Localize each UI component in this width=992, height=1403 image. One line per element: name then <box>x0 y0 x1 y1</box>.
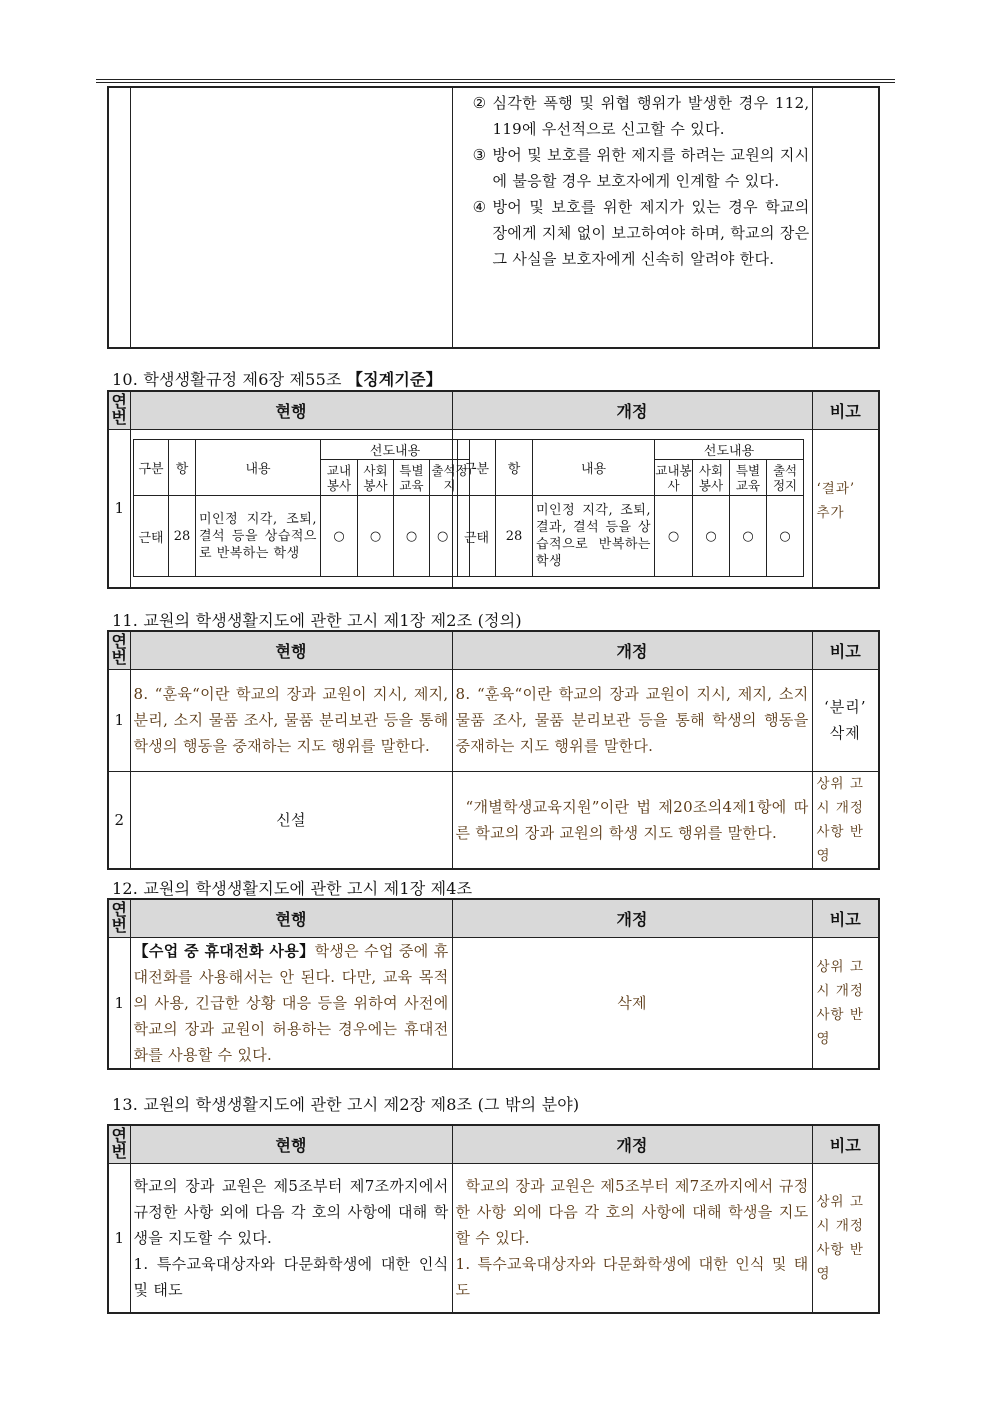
list-item: ④ 방어 및 보호를 위한 제지가 있는 경우 학교의 장에게 지체 없이 보고하여야 하며, 학교의 장은 그 사실을 보호자에게 신속히 알려야 한다. <box>472 198 810 268</box>
current-text: 8. “훈육“이란 학교의 장과 교원이 지시, 제지, 분리, 소지 물품 조사, 물품 분리보관 등을 통해 학생의 행동을 중재하는 지도 행위를 말한다. <box>130 669 452 771</box>
inner-header-c3: 특별교육 <box>394 460 430 496</box>
inner-gubun: 근태 <box>134 496 169 577</box>
inner-header-c4: 출석정지 <box>430 460 470 496</box>
header-revised: 개정 <box>452 899 812 937</box>
note-cell: ‘결과’ 추가 <box>812 429 879 588</box>
inner-hang: 28 <box>169 496 196 577</box>
inner-header-c1: 교내봉사 <box>655 460 693 496</box>
header-current: 현행 <box>130 391 452 429</box>
inner-hang: 28 <box>496 496 533 577</box>
table-row <box>108 1163 879 1313</box>
table-row <box>108 669 879 771</box>
revised-inner-table <box>457 439 804 577</box>
row-number: 1 <box>108 937 130 1069</box>
inner-header-content: 내용 <box>196 440 321 496</box>
header-current: 현행 <box>130 1125 452 1163</box>
inner-header-gubun: 구분 <box>134 440 169 496</box>
header-revised: 개정 <box>452 631 812 669</box>
note-text: 상위 고시 개정 사항 반영 <box>812 1163 879 1313</box>
inner-header-guidance: 선도내용 <box>321 440 470 460</box>
header-no: 연번 <box>108 391 130 429</box>
section-13-table <box>107 1124 880 1314</box>
header-current: 현행 <box>130 631 452 669</box>
header-revised: 개정 <box>452 1125 812 1163</box>
row-number: 1 <box>108 429 130 588</box>
revised-text: 8. “훈육“이란 학교의 장과 교원이 지시, 제지, 소지 물품 조사, 물품 분리보관 등을 통해 학생의 행동을 중재하는 지도 행위를 말한다. <box>452 669 812 771</box>
inner-mark: ○ <box>730 496 767 577</box>
section-12-table <box>107 898 880 1070</box>
revised-text: 학교의 장과 교원은 제5조부터 제7조까지에서 규정한 사항 외에 다음 각 호의 사항에 대해 학생을 지도할 수 있다. 1. 특수교육대상자와 다문화학생에 대한 인식 및 태도 <box>452 1163 812 1313</box>
inner-mark: ○ <box>693 496 730 577</box>
inner-header-hang: 항 <box>169 440 196 496</box>
inner-gubun: 근태 <box>458 496 496 577</box>
section-11-table <box>107 630 880 870</box>
note-text: 상위 고시 개정 사항 반영 <box>812 937 879 1069</box>
header-no: 연번 <box>108 1125 130 1163</box>
header-current: 현행 <box>130 899 452 937</box>
section-13-title: 13. 교원의 학생생활지도에 관한 고시 제2장 제8조 (그 밖의 분야) <box>112 1095 580 1114</box>
header-note: 비고 <box>812 391 879 429</box>
inner-header-content: 내용 <box>533 440 655 496</box>
continued-note-cell <box>812 87 879 348</box>
inner-mark: ○ <box>321 496 358 577</box>
current-text: 【수업 중 휴대전화 사용】학생은 수업 중에 휴대전화를 사용해서는 안 된다. 다만, 교육 목적의 사용, 긴급한 상황 대응 등을 위하여 사전에 학교의 장과 교원이 허용하는 경우에는 휴대전화를 사용할 수 있다. <box>130 937 452 1069</box>
inner-content: 미인정 지각, 조퇴, 결석 등을 상습적으로 반복하는 학생 <box>196 496 321 577</box>
note-text: 상위 고시 개정 사항 반영 <box>812 771 879 869</box>
inner-content: 미인정 지각, 조퇴, 결과, 결석 등을 상습적으로 반복하는 학생 <box>533 496 655 577</box>
inner-header-c2: 사회봉사 <box>358 460 394 496</box>
inner-header-gubun: 구분 <box>458 440 496 496</box>
inner-header-c3: 특별교육 <box>730 460 767 496</box>
header-note: 비고 <box>812 631 879 669</box>
continued-no-cell <box>108 87 130 348</box>
note-text: ‘분리’ 삭제 <box>812 669 879 771</box>
section-10-title: 10. 학생생활규정 제6장 제55조 【징계기준】 <box>112 370 442 389</box>
inner-mark: ○ <box>767 496 804 577</box>
row-number: 1 <box>108 669 130 771</box>
inner-mark: ○ <box>430 496 470 577</box>
row-number: 2 <box>108 771 130 869</box>
row-number: 1 <box>108 1163 130 1313</box>
revised-text: “개별학생교육지원”이란 법 제20조의4제1항에 따른 학교의 장과 교원의 학생 지도 행위를 말한다. <box>452 771 812 869</box>
inner-header-c4: 출석정지 <box>767 460 804 496</box>
header-rule <box>96 79 895 83</box>
section-11-title: 11. 교원의 학생생활지도에 관한 고시 제1장 제2조 (정의) <box>112 611 522 630</box>
continued-table <box>107 86 880 349</box>
inner-header-hang: 항 <box>496 440 533 496</box>
inner-mark: ○ <box>394 496 430 577</box>
revised-item-list <box>467 90 810 272</box>
inner-header-guidance: 선도내용 <box>655 440 804 460</box>
inner-header-c2: 사회봉사 <box>693 460 730 496</box>
inner-header-c1: 교내봉사 <box>321 460 358 496</box>
current-text: 학교의 장과 교원은 제5조부터 제7조까지에서 규정한 사항 외에 다음 각 호의 사항에 대해 학생을 지도할 수 있다. 1. 특수교육대상자와 다문화학생에 대한 인식 및 태도 <box>130 1163 452 1313</box>
list-item: ③ 방어 및 보호를 위한 제지를 하려는 교원의 지시에 불응할 경우 보호자에게 인계할 수 있다. <box>472 146 810 190</box>
table-row <box>108 771 879 869</box>
header-note: 비고 <box>812 1125 879 1163</box>
continued-current-cell <box>130 87 452 348</box>
current-inner-table <box>133 439 470 577</box>
revised-text: 삭제 <box>452 937 812 1069</box>
current-inner-clip <box>133 439 468 581</box>
list-item: ② 심각한 폭행 및 위협 행위가 발생한 경우 112, 119에 우선적으로 신고할 수 있다. <box>472 94 810 138</box>
header-no: 연번 <box>108 899 130 937</box>
header-revised: 개정 <box>452 391 812 429</box>
inner-mark: ○ <box>358 496 394 577</box>
inner-mark: ○ <box>655 496 693 577</box>
header-no: 연번 <box>108 631 130 669</box>
section-12-title: 12. 교원의 학생생활지도에 관한 고시 제1장 제4조 <box>112 879 473 898</box>
continued-revised-cell <box>452 87 812 348</box>
header-note: 비고 <box>812 899 879 937</box>
current-text: 신설 <box>130 771 452 869</box>
table-row <box>108 937 879 1069</box>
